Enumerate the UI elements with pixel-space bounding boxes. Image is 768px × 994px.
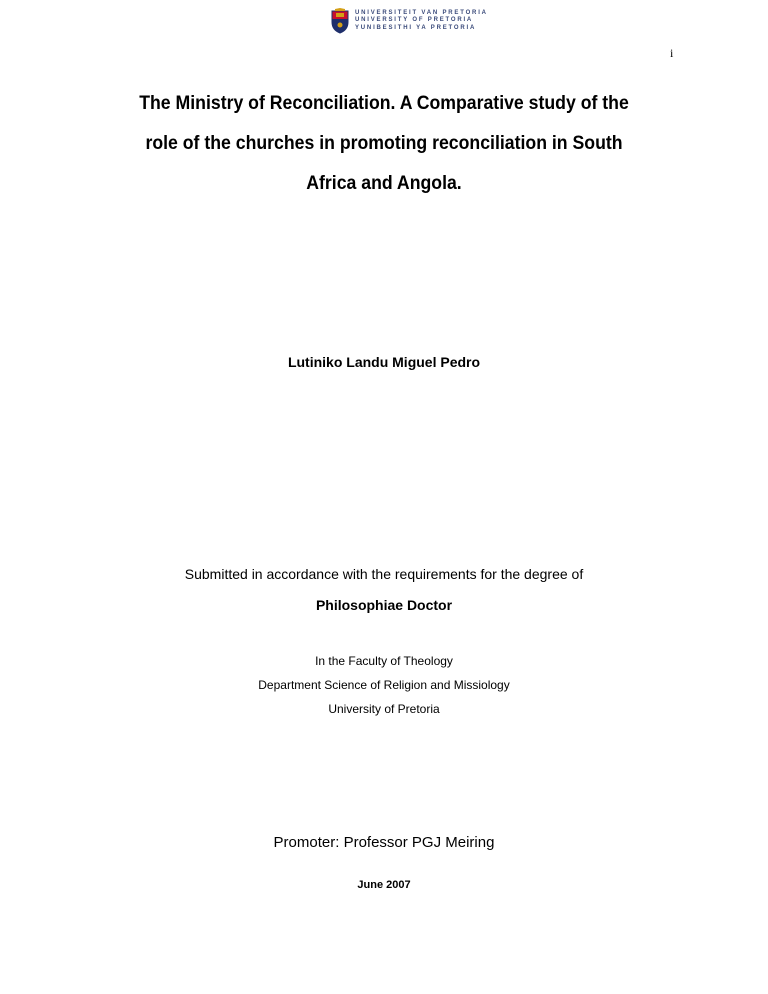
promoter-line: Promoter: Professor PGJ Meiring — [273, 834, 495, 851]
thesis-title — [105, 84, 663, 204]
logo-line-afrikaans: UNIVERSITEIT VAN PRETORIA — [355, 9, 488, 16]
title-line: The Ministry of Reconciliation. A Comparative study of the — [139, 93, 629, 114]
degree-name: Philosophiae Doctor — [315, 597, 453, 613]
university-logo — [330, 8, 488, 34]
submission-date: June 2007 — [357, 879, 411, 891]
university-line: University of Pretoria — [328, 702, 440, 716]
page-number: i — [670, 46, 674, 60]
title-line: Africa and Angola. — [306, 173, 462, 194]
submission-statement: Submitted in accordance with the requirements for the degree of — [184, 566, 584, 582]
logo-line-sepedi: YUNIBESITHI YA PRETORIA — [355, 24, 477, 31]
faculty-line: In the Faculty of Theology — [315, 654, 453, 668]
university-crest-icon — [330, 8, 350, 34]
author-name: Lutiniko Landu Miguel Pedro — [287, 354, 481, 370]
department-line: Department Science of Religion and Missiology — [258, 678, 510, 692]
title-line: role of the churches in promoting reconciliation in South — [145, 133, 623, 154]
logo-line-english: UNIVERSITY OF PRETORIA — [355, 17, 474, 24]
